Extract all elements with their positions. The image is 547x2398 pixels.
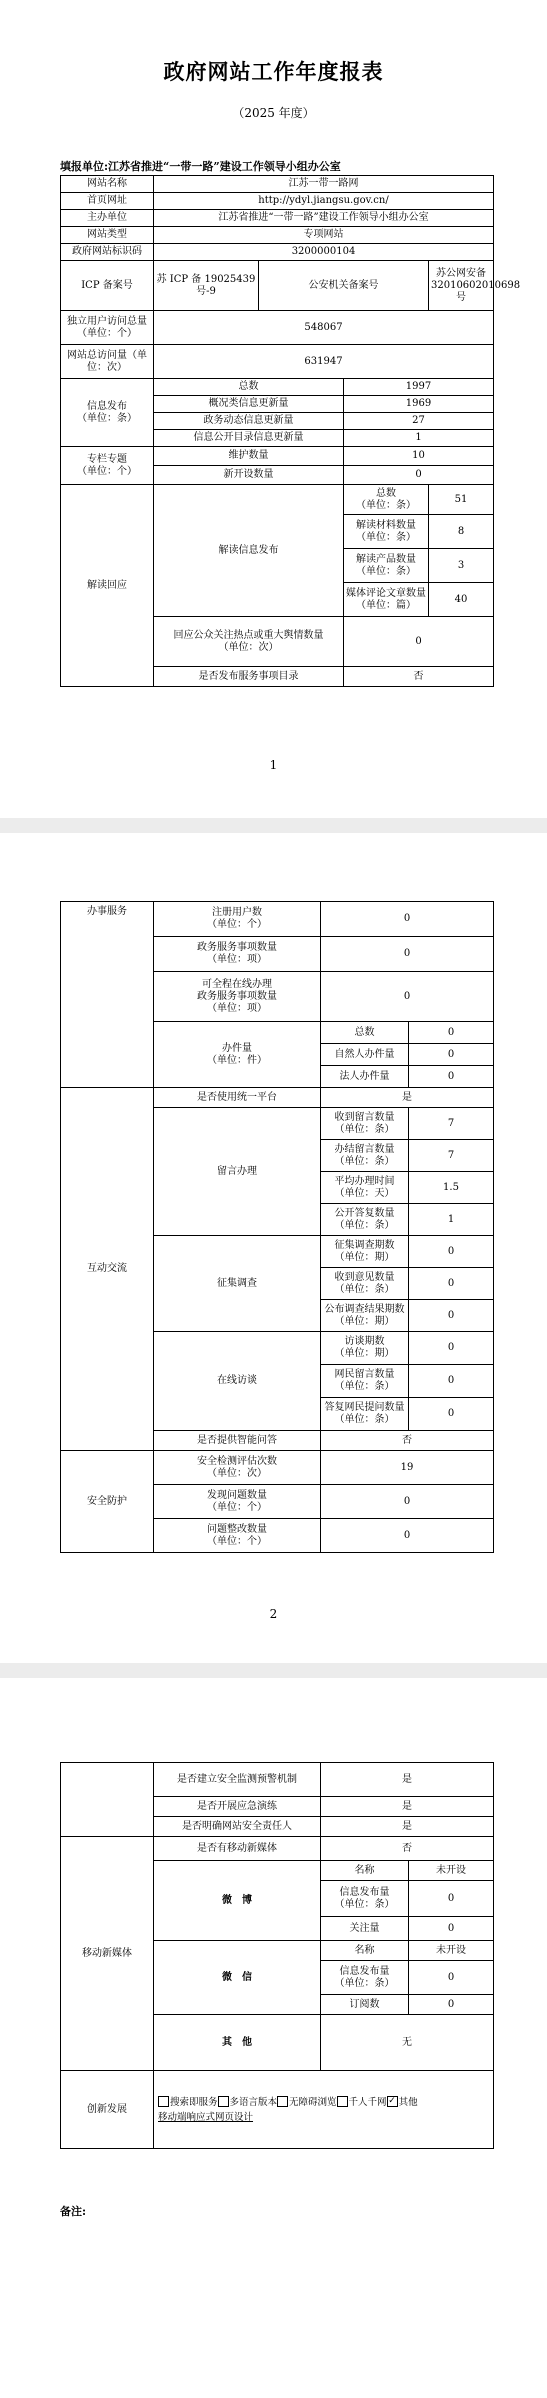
survey-row-value: 0: [409, 1268, 494, 1300]
wechat-row-label: 信息发布量 （单位：条）: [321, 1961, 409, 1995]
mobile-has-label: 是否有移动新媒体: [154, 1837, 321, 1861]
report-page-3: [0, 1678, 547, 2398]
unified-label: 是否使用统一平台: [154, 1088, 321, 1108]
info-publish-row-value: 1997: [344, 379, 494, 396]
service-row-value: 0: [321, 972, 494, 1022]
innovation-option-personalized: 千人千网: [337, 2097, 387, 2108]
report-title: 政府网站工作年度报表: [163, 59, 384, 84]
homepage-value: http://ydyl.jiangsu.gov.cn/: [154, 193, 494, 210]
checkbox-icon: [337, 2096, 348, 2107]
innovation-options: [154, 2071, 494, 2149]
checkbox-icon: [158, 2096, 169, 2107]
innovation-option-multilang: 多语言版本: [218, 2097, 278, 2108]
columns-row-label: 新开设数量: [154, 466, 344, 485]
survey-row-value: 0: [409, 1300, 494, 1332]
message-row-value: 1.5: [409, 1172, 494, 1204]
checkbox-icon: [218, 2096, 229, 2107]
interpret-row-value: 8: [429, 515, 494, 549]
mobile-innovation-table: [60, 1762, 494, 2149]
info-publish-label: 信息发布 （单位：条）: [61, 379, 154, 447]
visitors-value: 548067: [154, 311, 494, 345]
handle-row-value: 0: [409, 1022, 494, 1044]
security-row-label: 问题整改数量 （单位：个）: [154, 1519, 321, 1553]
security-row-value: 0: [321, 1485, 494, 1519]
visits-label: 网站总访问量（单位：次）: [61, 345, 154, 379]
wechat-row-label: 订阅数: [321, 1995, 409, 2015]
remarks-label: 备注:: [60, 2205, 87, 2218]
interpret-row-label: 解读材料数量 （单位：条）: [344, 515, 429, 549]
service-row-value: 0: [321, 902, 494, 937]
weibo-row-value: 未开设: [409, 1861, 494, 1881]
message-row-label: 公开答复数量 （单位：条）: [321, 1204, 409, 1236]
wechat-row-value: 0: [409, 1961, 494, 1995]
interpret-row-label: 总数 （单位：条）: [344, 485, 429, 515]
wechat-row-value: 未开设: [409, 1941, 494, 1961]
response-value: 0: [344, 617, 494, 667]
security2-row-label: 是否建立安全监测预警机制: [154, 1763, 321, 1797]
response-label: 回应公众关注热点或重大舆情数量（单位：次）: [154, 617, 344, 667]
interpret-row-value: 40: [429, 583, 494, 617]
survey-row-label: 收到意见数量 （单位：条）: [321, 1268, 409, 1300]
handle-row-value: 0: [409, 1066, 494, 1088]
site-type-value: 专项网站: [154, 227, 494, 244]
mobile-has-value: 否: [321, 1837, 494, 1861]
message-row-label: 平均办理时间 （单位：天）: [321, 1172, 409, 1204]
handle-row-value: 0: [409, 1044, 494, 1066]
innovation-option-accessibility: 无障碍浏览: [277, 2097, 337, 2108]
columns-row-value: 10: [344, 447, 494, 466]
info-publish-row-label: 信息公开目录信息更新量: [154, 430, 344, 447]
service-row-label: 政务服务事项数量 （单位：项）: [154, 937, 321, 972]
interview-row-label: 访谈期数 （单位：期）: [321, 1332, 409, 1365]
smart-qa-label: 是否提供智能问答: [154, 1431, 321, 1451]
interview-row-label: 网民留言数量 （单位：条）: [321, 1365, 409, 1398]
visitors-label: 独立用户访问总量（单位：个）: [61, 311, 154, 345]
survey-row-value: 0: [409, 1236, 494, 1268]
innovation-other-text: 移动端响应式网页设计: [158, 2111, 254, 2123]
sponsor-label: 主办单位: [61, 210, 154, 227]
icp-value: 苏 ICP 备 19025439 号-9: [154, 261, 259, 311]
site-type-label: 网站类型: [61, 227, 154, 244]
handle-row-label: 法人办件量: [321, 1066, 409, 1088]
security2-row-value: 是: [321, 1817, 494, 1837]
mobile-label: 移动新媒体: [61, 1837, 154, 2071]
interpret-row-value: 3: [429, 549, 494, 583]
service-row-label: 可全程在线办理 政务服务事项数量 （单位：项）: [154, 972, 321, 1022]
interaction-label: 互动交流: [61, 1088, 154, 1451]
innovation-option-other: ✓ 其他: [388, 2095, 418, 2108]
message-row-value: 7: [409, 1140, 494, 1172]
weibo-row-value: 0: [409, 1881, 494, 1917]
security-row-value: 19: [321, 1451, 494, 1485]
security-row-label: 安全检测评估次数 （单位：次）: [154, 1451, 321, 1485]
interview-row-value: 0: [409, 1398, 494, 1431]
security-row-value: 0: [321, 1519, 494, 1553]
handle-label: 办件量 （单位：件）: [154, 1022, 321, 1088]
unified-value: 是: [321, 1088, 494, 1108]
weibo-label: 微 博: [154, 1861, 321, 1941]
sponsor-value: 江苏省推进“一带一路”建设工作领导小组办公室: [154, 210, 494, 227]
site-id-label: 政府网站标识码: [61, 244, 154, 261]
other-value: 无: [321, 2015, 494, 2071]
columns-label: 专栏专题 （单位：个）: [61, 447, 154, 485]
icp-label: ICP 备案号: [61, 261, 154, 311]
interview-label: 在线访谈: [154, 1332, 321, 1431]
survey-row-label: 公布调查结果期数 （单位：期）: [321, 1300, 409, 1332]
innovation-option-search: 搜索即服务: [158, 2097, 218, 2108]
wechat-label: 微 信: [154, 1941, 321, 2015]
security2-row-label: 是否明确网站安全责任人: [154, 1817, 321, 1837]
interview-row-label: 答复网民提问数量 （单位：条）: [321, 1398, 409, 1431]
police-label: 公安机关备案号: [259, 261, 429, 311]
site-name-label: 网站名称: [61, 176, 154, 193]
report-page-2: [0, 833, 547, 1663]
interpret-row-label: 媒体评论文章数量 （单位：篇）: [344, 583, 429, 617]
info-publish-row-value: 1969: [344, 396, 494, 413]
interpret-row-value: 51: [429, 485, 494, 515]
security-row-label: 发现问题数量 （单位：个）: [154, 1485, 321, 1519]
handle-row-label: 自然人办件量: [321, 1044, 409, 1066]
info-publish-row-value: 27: [344, 413, 494, 430]
service-dir-value: 否: [344, 667, 494, 687]
checkbox-checked-icon: ✓: [388, 2095, 396, 2106]
interview-row-value: 0: [409, 1332, 494, 1365]
wechat-row-label: 名称: [321, 1941, 409, 1961]
smart-qa-value: 否: [321, 1431, 494, 1451]
message-row-label: 办结留言数量 （单位：条）: [321, 1140, 409, 1172]
columns-row-value: 0: [344, 466, 494, 485]
security2-row-label: 是否开展应急演练: [154, 1797, 321, 1817]
message-label: 留言办理: [154, 1108, 321, 1236]
interview-row-value: 0: [409, 1365, 494, 1398]
info-publish-row-label: 政务动态信息更新量: [154, 413, 344, 430]
service-row-value: 0: [321, 937, 494, 972]
homepage-label: 首页网址: [61, 193, 154, 210]
site-id-value: 3200000104: [154, 244, 494, 261]
other-label: 其 他: [154, 2015, 321, 2071]
message-row-label: 收到留言数量 （单位：条）: [321, 1108, 409, 1140]
page-number: 1: [269, 758, 278, 772]
info-publish-row-label: 概况类信息更新量: [154, 396, 344, 413]
weibo-row-label: 名称: [321, 1861, 409, 1881]
report-year: （2025 年度）: [232, 106, 315, 120]
message-row-value: 7: [409, 1108, 494, 1140]
security-continued-cell: [61, 1763, 154, 1837]
survey-row-label: 征集调查期数 （单位：期）: [321, 1236, 409, 1268]
security-label: 安全防护: [61, 1451, 154, 1553]
weibo-row-value: 0: [409, 1917, 494, 1941]
wechat-row-value: 0: [409, 1995, 494, 2015]
report-page-1: [0, 0, 547, 818]
info-publish-row-value: 1: [344, 430, 494, 447]
page-number: 2: [269, 1607, 278, 1621]
checkbox-icon: [277, 2096, 288, 2107]
basic-info-table: [60, 175, 521, 687]
police-value: 苏公网安备 32010602010698 号: [429, 261, 494, 311]
handle-row-label: 总数: [321, 1022, 409, 1044]
innovation-label: 创新发展: [61, 2071, 154, 2149]
visits-value: 631947: [154, 345, 494, 379]
weibo-row-label: 信息发布量 （单位：条）: [321, 1881, 409, 1917]
service-label: 办事服务: [61, 902, 154, 1088]
security2-row-value: 是: [321, 1797, 494, 1817]
service-dir-label: 是否发布服务事项目录: [154, 667, 344, 687]
interpret-sub-label: 解读信息发布: [154, 485, 344, 617]
weibo-row-label: 关注量: [321, 1917, 409, 1941]
message-row-value: 1: [409, 1204, 494, 1236]
service-interaction-table: [60, 901, 494, 1553]
security2-row-value: 是: [321, 1763, 494, 1797]
survey-label: 征集调查: [154, 1236, 321, 1332]
columns-row-label: 维护数量: [154, 447, 344, 466]
interpret-label: 解读回应: [61, 485, 154, 687]
interpret-row-label: 解读产品数量 （单位：条）: [344, 549, 429, 583]
service-row-label: 注册用户数 （单位：个）: [154, 902, 321, 937]
info-publish-row-label: 总数: [154, 379, 344, 396]
filing-unit: 填报单位:江苏省推进“一带一路”建设工作领导小组办公室: [60, 160, 341, 173]
site-name-value: 江苏一带一路网: [154, 176, 494, 193]
